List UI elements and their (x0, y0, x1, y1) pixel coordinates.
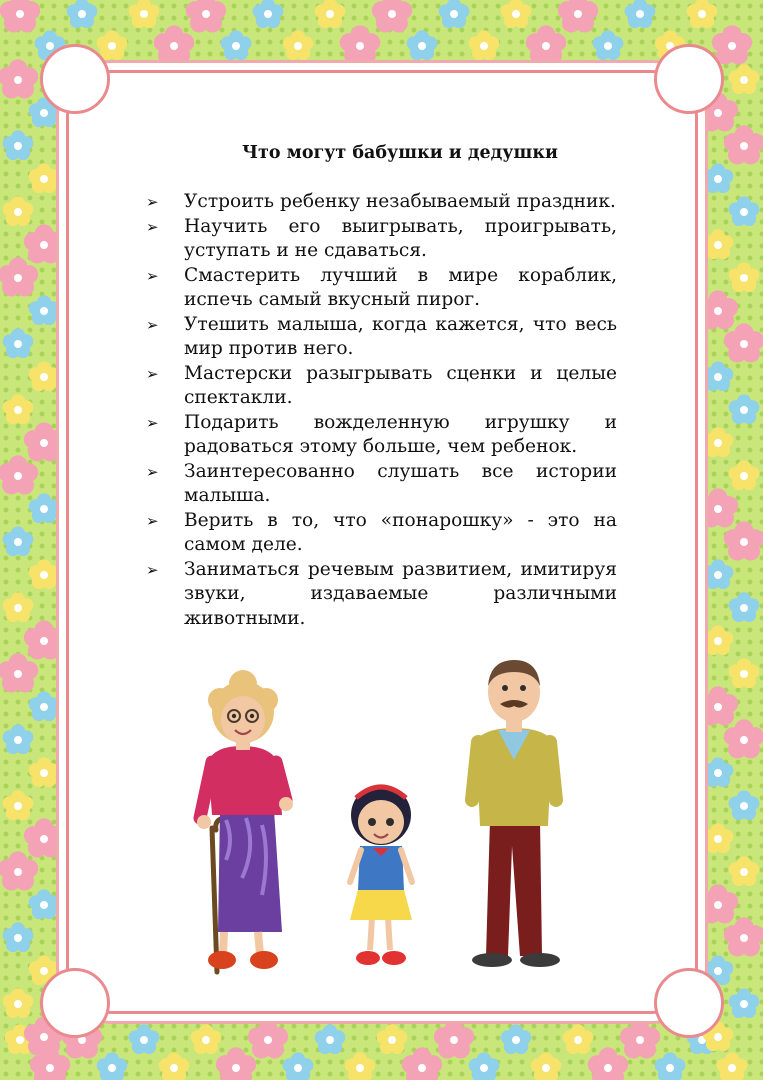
flower-center (14, 802, 22, 810)
list-item (145, 362, 617, 411)
flower-center (574, 10, 582, 18)
flower-center (728, 42, 736, 50)
list-item-text: Заинтересованно слушать все истории малыша. (184, 460, 617, 506)
flower-center (14, 274, 22, 282)
flower-center (40, 637, 48, 645)
flower-center (666, 1064, 674, 1072)
flower-center (14, 208, 22, 216)
flower-center (714, 109, 722, 117)
arrow-bullet-icon: ➢ (146, 560, 159, 579)
flower-center (40, 835, 48, 843)
flower-decoration (402, 1047, 442, 1080)
flower-center (40, 439, 48, 447)
flower-center (14, 538, 22, 546)
frame-corner-top-left (40, 44, 110, 114)
flower-center (40, 1033, 48, 1041)
flower-center (740, 340, 748, 348)
flower-center (418, 42, 426, 50)
flower-center (14, 142, 22, 150)
flower-center (636, 1036, 644, 1044)
flower-center (140, 10, 148, 18)
flower-center (388, 1036, 396, 1044)
frame-corner-bottom-right (654, 968, 724, 1038)
flower-center (740, 670, 748, 678)
flower-center (326, 1036, 334, 1044)
flower-center (202, 10, 210, 18)
list-item-text: Подарить вожделенную игрушку и радоваться этому больше, чем ребенок. (184, 411, 617, 457)
flower-center (574, 1036, 582, 1044)
list-item-text: Заниматься речевым развитием, имитируя звуки, издаваемые различными животными. (184, 558, 617, 629)
frame-corner-bottom-left (40, 968, 110, 1038)
list-item (145, 190, 617, 215)
flower-center (232, 1064, 240, 1072)
flower-center (40, 373, 48, 381)
grandmother-figure (197, 670, 293, 972)
flower-center (46, 42, 54, 50)
flower-center (714, 769, 722, 777)
flower-center (356, 42, 364, 50)
list-item-text: Верить в то, что «понарошку» - это на самом деле. (184, 509, 617, 555)
flower-center (714, 901, 722, 909)
flower-center (356, 1064, 364, 1072)
flower-center (636, 10, 644, 18)
flower-center (714, 835, 722, 843)
arrow-bullet-icon: ➢ (146, 315, 159, 334)
flower-center (512, 10, 520, 18)
list-item-text: Устроить ребенку незабываемый праздник. (184, 191, 616, 212)
flower-center (40, 175, 48, 183)
flower-center (14, 1000, 22, 1008)
flower-center (714, 967, 722, 975)
flower-center (714, 241, 722, 249)
flower-center (740, 868, 748, 876)
flower-center (14, 472, 22, 480)
flower-center (714, 175, 722, 183)
list-item (145, 509, 617, 558)
flower-center (728, 1064, 736, 1072)
flower-center (40, 505, 48, 513)
list-item (145, 460, 617, 509)
arrow-bullet-icon: ➢ (146, 413, 159, 432)
flower-center (40, 901, 48, 909)
flower-center (14, 670, 22, 678)
flower-center (294, 42, 302, 50)
flower-center (698, 10, 706, 18)
list-item-text: Смастерить лучший в мире кораблик, испечь самый вкусный пирог. (184, 264, 617, 310)
flower-center (140, 1036, 148, 1044)
flower-center (714, 1033, 722, 1041)
abilities-list (145, 190, 617, 631)
flower-center (16, 1036, 24, 1044)
flower-center (604, 42, 612, 50)
flower-center (108, 1064, 116, 1072)
flower-center (14, 868, 22, 876)
flower-center (740, 472, 748, 480)
arrow-bullet-icon: ➢ (146, 193, 159, 211)
flower-center (78, 10, 86, 18)
flower-center (450, 1036, 458, 1044)
list-item-text: Научить его выигрывать, проигрывать, уступать и не сдаваться. (184, 215, 617, 261)
flower-center (740, 142, 748, 150)
flower-center (40, 109, 48, 117)
list-item (145, 264, 617, 313)
flower-center (714, 703, 722, 711)
flower-center (740, 736, 748, 744)
granddaughter-figure (350, 785, 412, 965)
flower-center (480, 1064, 488, 1072)
arrow-bullet-icon: ➢ (146, 364, 159, 383)
flower-center (740, 1000, 748, 1008)
flower-center (714, 307, 722, 315)
flower-center (40, 241, 48, 249)
flower-center (264, 1036, 272, 1044)
flower-center (418, 1064, 426, 1072)
flower-center (714, 571, 722, 579)
flower-center (714, 373, 722, 381)
flower-center (542, 1064, 550, 1072)
flower-center (202, 1036, 210, 1044)
flower-center (388, 10, 396, 18)
flower-center (740, 274, 748, 282)
list-item (145, 558, 617, 632)
flower-center (740, 538, 748, 546)
flower-center (480, 42, 488, 50)
flower-center (294, 1064, 302, 1072)
flower-center (542, 42, 550, 50)
flower-center (170, 1064, 178, 1072)
flower-center (46, 1064, 54, 1072)
list-item (145, 411, 617, 460)
flower-center (40, 967, 48, 975)
flower-center (714, 439, 722, 447)
list-item-text: Утешить малыша, когда кажется, что весь мир против него. (184, 313, 617, 359)
flower-center (740, 76, 748, 84)
flower-center (14, 406, 22, 414)
flower-center (604, 1064, 612, 1072)
list-item (145, 313, 617, 362)
list-item-text: Мастерски разыгрывать сценки и целые спектакли. (184, 362, 617, 408)
flower-center (264, 10, 272, 18)
flower-center (714, 637, 722, 645)
flower-decoration (588, 1047, 628, 1080)
flower-center (450, 10, 458, 18)
arrow-bullet-icon: ➢ (146, 511, 159, 530)
page-title: Что могут бабушки и дедушки (242, 143, 558, 163)
flower-center (714, 505, 722, 513)
flower-center (740, 208, 748, 216)
arrow-bullet-icon: ➢ (146, 462, 159, 481)
flower-center (40, 769, 48, 777)
grandfather-figure (472, 660, 560, 967)
arrow-bullet-icon: ➢ (146, 266, 159, 285)
flower-center (740, 406, 748, 414)
flower-center (326, 10, 334, 18)
frame-corner-top-right (654, 44, 724, 114)
flower-center (40, 703, 48, 711)
flower-center (14, 736, 22, 744)
flower-center (170, 42, 178, 50)
flower-center (14, 76, 22, 84)
family-illustration (190, 650, 590, 980)
flower-center (16, 10, 24, 18)
flower-center (40, 571, 48, 579)
flower-center (740, 604, 748, 612)
flower-center (14, 604, 22, 612)
flower-center (14, 934, 22, 942)
flower-center (740, 934, 748, 942)
flower-center (40, 307, 48, 315)
flower-center (108, 42, 116, 50)
flower-decoration (216, 1047, 256, 1080)
flower-center (232, 42, 240, 50)
flower-center (14, 340, 22, 348)
arrow-bullet-icon: ➢ (146, 217, 159, 236)
flower-center (740, 802, 748, 810)
list-item (145, 215, 617, 264)
flower-center (512, 1036, 520, 1044)
